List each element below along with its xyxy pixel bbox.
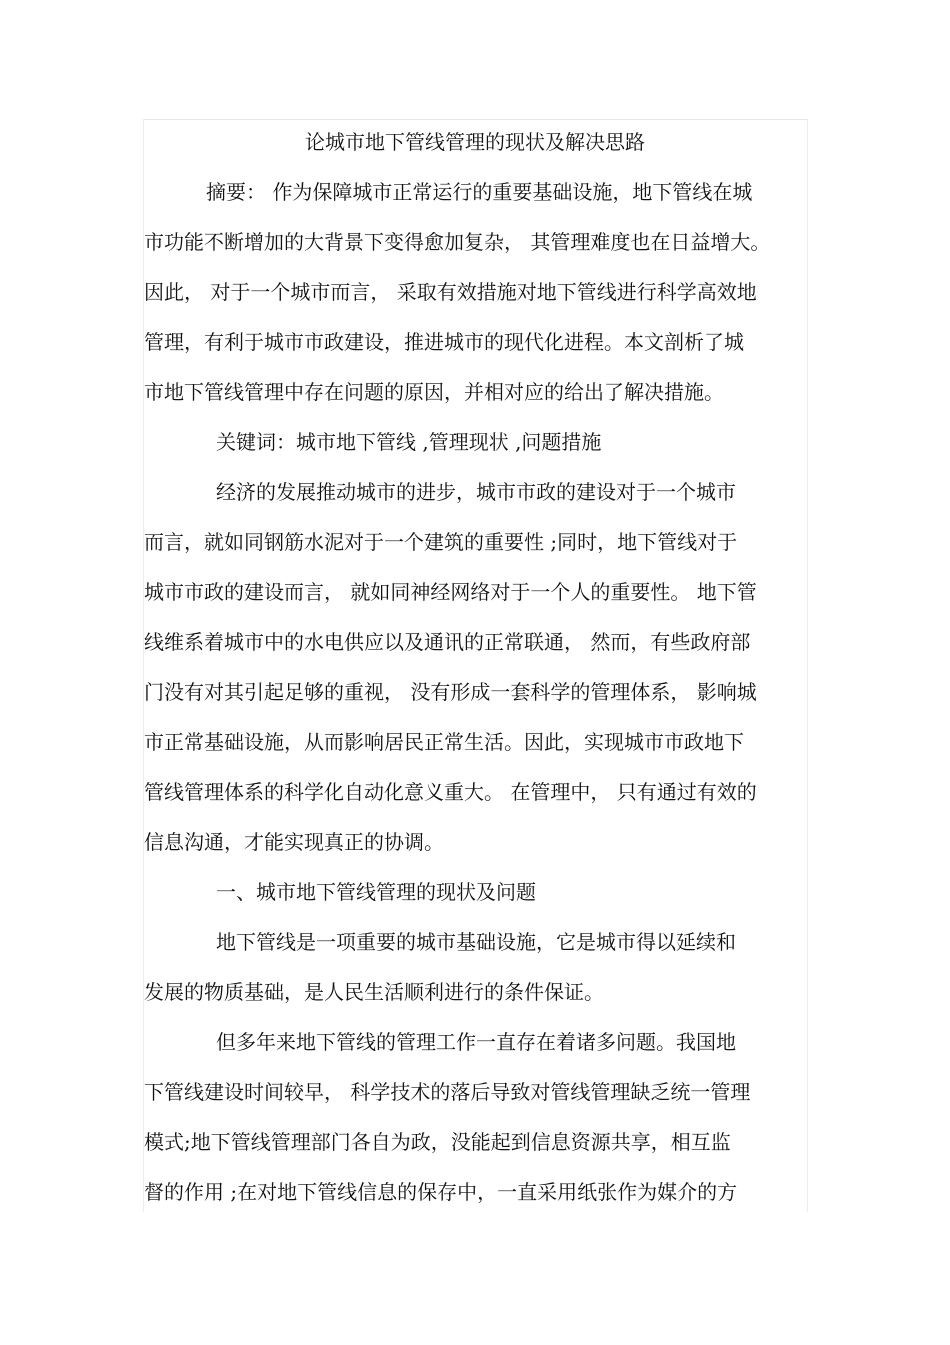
intro-line-4: 线维系着城市中的水电供应以及通讯的正常联通， 然而，有些政府部 (144, 630, 751, 654)
abstract-line-2: 市功能不断增加的大背景下变得愈加复杂， 其管理难度也在日益增大。 (144, 230, 771, 254)
abstract-line-4: 管理，有利于城市市政建设，推进城市的现代化进程。本文剖析了城 (144, 330, 744, 354)
section1-para1-line-2: 发展的物质基础，是人民生活顺利进行的条件保证。 (144, 980, 604, 1004)
section1-para2-line-1: 但多年来地下管线的管理工作一直存在着诸多问题。我国地 (216, 1030, 736, 1054)
intro-line-6: 市正常基础设施，从而影响居民正常生活。因此，实现城市市政地下 (144, 730, 744, 754)
intro-line-8: 信息沟通，才能实现真正的协调。 (144, 830, 444, 854)
abstract-line-3: 因此， 对于一个城市而言， 采取有效措施对地下管线进行科学高效地 (144, 280, 757, 304)
section1-para2-line-4: 督的作用 ;在对地下管线信息的保存中，一直采用纸张作为媒介的方 (144, 1180, 738, 1204)
page-frame-right (807, 119, 808, 1212)
intro-line-3: 城市市政的建设而言， 就如同神经网络对于一个人的重要性。 地下管 (144, 580, 757, 604)
keywords-line: 关键词：城市地下管线 ,管理现状 ,问题措施 (216, 430, 602, 454)
section1-para2-line-2: 下管线建设时间较早， 科学技术的落后导致对管线管理缺乏统一管理 (144, 1080, 751, 1104)
intro-line-7: 管线管理体系的科学化自动化意义重大。 在管理中， 只有通过有效的 (144, 780, 757, 804)
intro-line-5: 门没有对其引起足够的重视， 没有形成一套科学的管理体系， 影响城 (144, 680, 757, 704)
section1-para1-line-1: 地下管线是一项重要的城市基础设施，它是城市得以延续和 (216, 930, 736, 954)
section-heading-1: 一、城市地下管线管理的现状及问题 (216, 880, 536, 904)
intro-line-1: 经济的发展推动城市的进步，城市市政的建设对于一个城市 (216, 480, 736, 504)
page-frame-top (143, 119, 807, 120)
abstract-line-5: 市地下管线管理中存在问题的原因，并相对应的给出了解决措施。 (144, 380, 724, 404)
document-title: 论城市地下管线管理的现状及解决思路 (305, 130, 645, 154)
intro-line-2: 而言，就如同钢筋水泥对于一个建筑的重要性 ;同时，地下管线对于 (144, 530, 738, 554)
abstract-line-1: 摘要： 作为保障城市正常运行的重要基础设施，地下管线在城 (206, 180, 753, 204)
section1-para2-line-3: 模式;地下管线管理部门各自为政，没能起到信息资源共享，相互监 (144, 1130, 731, 1154)
